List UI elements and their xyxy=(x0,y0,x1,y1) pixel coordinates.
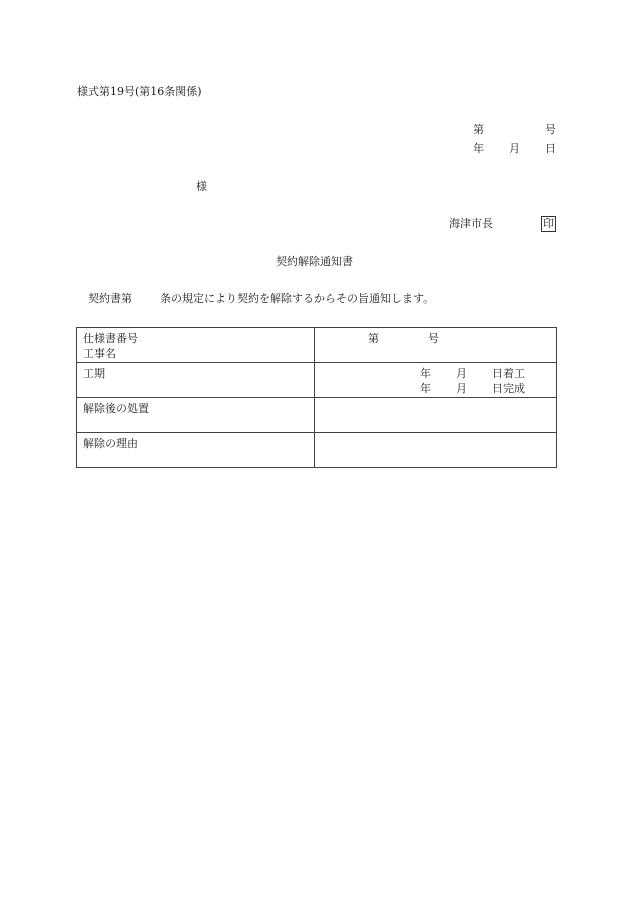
table-row xyxy=(77,328,557,363)
end-month: 月 xyxy=(456,382,467,395)
label-cell xyxy=(77,363,315,398)
contract-details-table xyxy=(76,327,557,468)
spec-number-label: 仕様書番号 xyxy=(83,332,138,345)
value-cell xyxy=(315,398,557,433)
construction-name-label: 工事名 xyxy=(83,347,116,360)
doc-number-prefix: 第 xyxy=(473,123,484,136)
date-day: 日 xyxy=(545,142,556,155)
doc-number-suffix: 号 xyxy=(545,123,556,136)
body-text-part1: 契約書第 xyxy=(88,292,132,305)
spec-number-suffix: 号 xyxy=(428,332,439,345)
post-termination-measures-label: 解除後の処置 xyxy=(83,402,149,415)
label-cell xyxy=(77,398,315,433)
value-cell xyxy=(315,433,557,468)
spec-number-prefix: 第 xyxy=(368,332,379,345)
date-year: 年 xyxy=(473,142,484,155)
date-month: 月 xyxy=(509,142,520,155)
construction-period-label: 工期 xyxy=(83,367,105,380)
table-row xyxy=(77,398,557,433)
label-cell xyxy=(77,433,315,468)
start-month: 月 xyxy=(456,367,467,380)
start-day-label: 日着工 xyxy=(492,367,525,380)
table-row xyxy=(77,363,557,398)
label-cell xyxy=(77,328,315,363)
value-cell xyxy=(315,328,557,363)
termination-reason-label: 解除の理由 xyxy=(83,437,138,450)
end-year: 年 xyxy=(420,382,431,395)
seal-mark: 印 xyxy=(543,217,554,230)
addressee-suffix: 様 xyxy=(196,180,207,193)
body-text-part2: 条の規定により契約を解除するからその旨通知します。 xyxy=(160,292,435,305)
form-number: 様式第19号(第16条関係) xyxy=(77,85,202,98)
document-title: 契約解除通知書 xyxy=(276,255,353,268)
issuer-name: 海津市長 xyxy=(449,217,493,230)
start-year: 年 xyxy=(420,367,431,380)
end-day-label: 日完成 xyxy=(492,382,525,395)
table-row xyxy=(77,433,557,468)
value-cell xyxy=(315,363,557,398)
